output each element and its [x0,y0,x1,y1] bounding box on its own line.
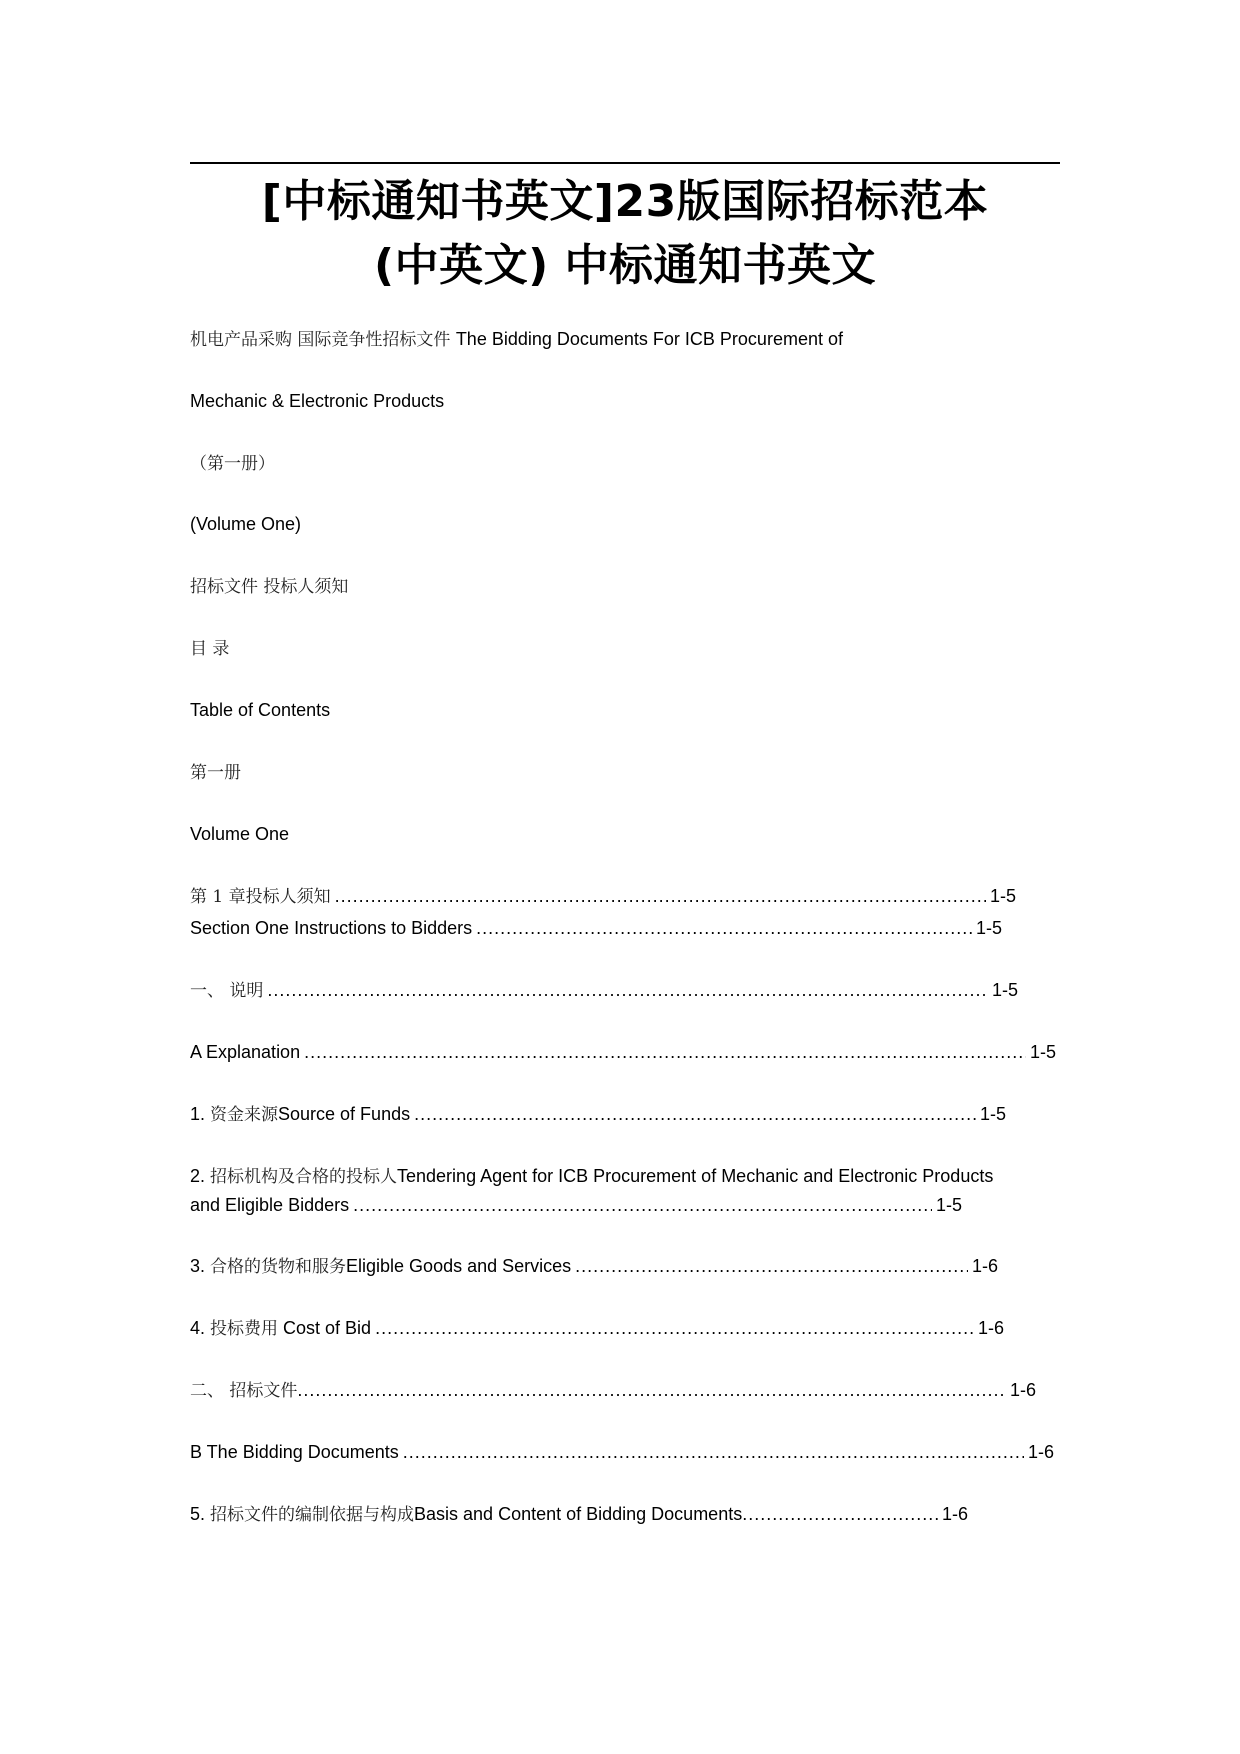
toc-page-number: 1-6 [941,1504,968,1524]
paragraph-volume-en: (Volume One) [190,514,302,534]
title-rule [190,162,1060,164]
document-title [190,170,1060,298]
toc-page-number: 1-5 [979,1104,1006,1124]
toc-entry-basis-content: 5. 招标文件的编制依据与构成Basis and Content of Bidding Documents ..... 1-6 [190,1500,1060,1529]
paragraph-volume-cn: （第一册） [190,454,275,474]
toc-page-number: 1-5 [989,886,1016,906]
toc-leader [353,1191,932,1219]
toc-page-number: 1-6 [1027,1442,1054,1462]
toc-entry-chapter-1-cn: 第 1 章投标人须知 ..... 1-5 [190,882,1060,911]
paragraph-instructions-cn: 招标文件 投标人须知 [190,577,349,597]
toc-leader [335,882,986,910]
toc-entry-bidding-docs-en: B The Bidding Documents ..... 1-6 [190,1438,1060,1466]
toc-leader [476,914,972,942]
toc-leader [375,1314,974,1342]
toc-leader [403,1438,1024,1466]
toc-entry-section-one: Section One Instructions to Bidders ..... 1-5 [190,914,1060,942]
toc-page-number: 1-6 [977,1318,1004,1338]
paragraph-contents-en: Table of Contents [190,700,331,720]
toc-entry-tendering-agent: 2. 招标机构及合格的投标人Tendering Agent for ICB Procurement of Mechanic and Electronic Products and Eligible Bidders ..... 1-5 [190,1162,1060,1219]
paragraph-products: Mechanic & Electronic Products [190,391,445,411]
paragraph-volume-one-cn: 第一册 [190,763,241,783]
toc-leader [297,1376,1006,1404]
toc-entry-source-of-funds: 1. 资金来源Source of Funds ..... 1-5 [190,1100,1060,1129]
toc-page-number: 1-5 [1029,1042,1056,1062]
title-line-1: [中标通知书英文]23版国际招标范本 [261,176,989,227]
toc-page-number: 1-6 [1009,1380,1036,1400]
paragraph-contents-cn: 目 录 [190,639,230,659]
toc-page-number: 1-5 [935,1195,962,1215]
toc-entry-cost-of-bid: 4. 投标费用 Cost of Bid ..... 1-6 [190,1314,1060,1343]
toc-leader [414,1100,976,1128]
paragraph-bidding-docs: 机电产品采购 国际竞争性招标文件 The Bidding Documents For ICB Procurement of [190,329,843,350]
toc-page-number: 1-6 [971,1256,998,1276]
toc-entry-eligible-goods: 3. 合格的货物和服务Eligible Goods and Services ..... 1-6 [190,1252,1060,1281]
toc-entry-explanation-en: A Explanation ..... 1-5 [190,1038,1060,1066]
toc-entry-bidding-docs-cn: 二、 招标文件 ..... 1-6 [190,1376,1060,1405]
paragraph-volume-one-en: Volume One [190,824,290,844]
document-page [190,0,1060,1754]
toc-leader [267,976,988,1004]
title-line-2: (中英文) 中标通知书英文 [373,240,877,291]
toc-entry-explanation-cn: 一、 说明 ..... 1-5 [190,976,1060,1005]
toc-page-number: 1-5 [991,980,1018,1000]
toc-leader [575,1252,968,1280]
toc-leader [742,1500,938,1528]
toc-page-number: 1-5 [975,918,1002,938]
toc-leader [304,1038,1026,1066]
